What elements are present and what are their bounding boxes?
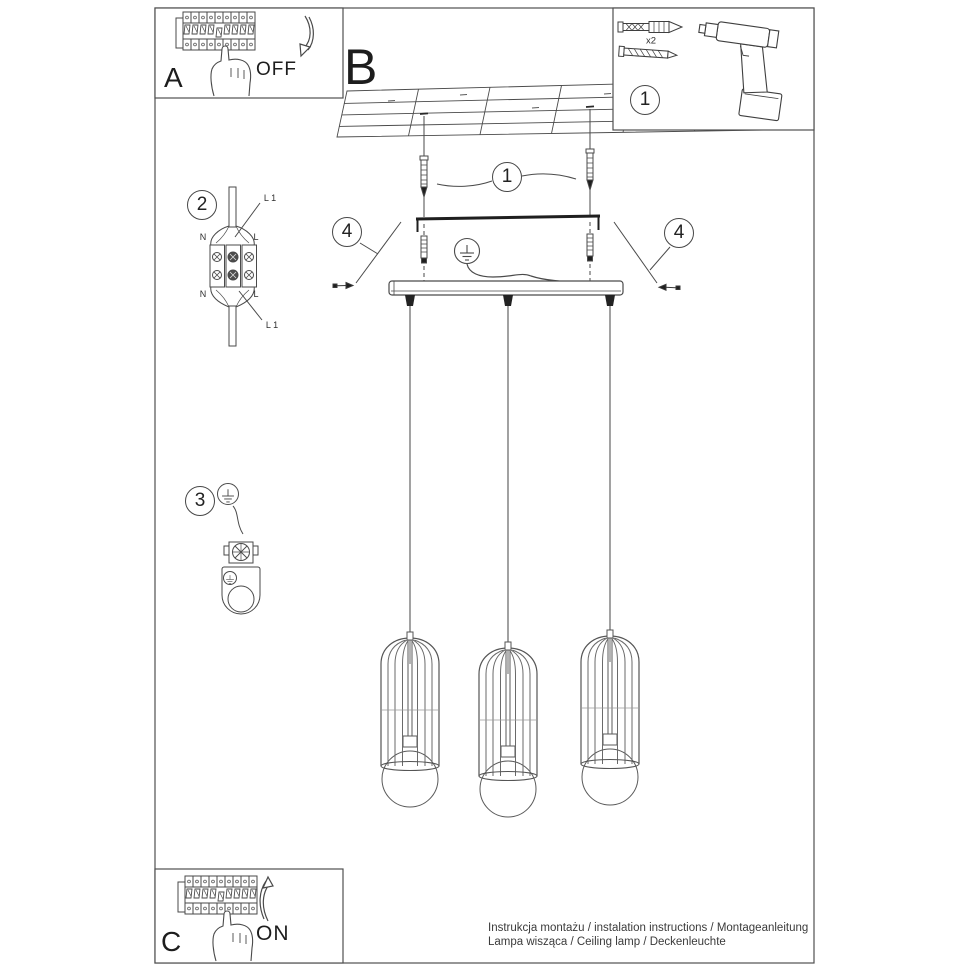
breaker-panel-icon [178, 876, 257, 914]
grounding-diagram [218, 484, 261, 615]
on-label: ON [256, 922, 290, 945]
wire-label-l-bottom: L [253, 289, 259, 299]
callout-bracket-4-left: 4 [332, 217, 362, 247]
callout-bracket-4-right: 4 [664, 218, 694, 248]
panel-b-label: B [344, 39, 378, 95]
wire-label-l-top: L [253, 232, 259, 242]
pendant-lamp-middle [479, 642, 537, 817]
cord-grips [405, 295, 615, 306]
quantity-label: x2 [645, 35, 657, 47]
mounting-bracket [416, 216, 600, 232]
ground-terminal-icon [455, 239, 567, 283]
footer-text [488, 921, 808, 949]
pendant-lamp-right [581, 630, 639, 805]
wall-plug-icon [618, 22, 682, 33]
footer-line-2: Lampa wisząca / Ceiling lamp / Deckenleuchte [488, 936, 726, 948]
canopy-bar [389, 281, 623, 295]
callout-ground-3: 3 [185, 486, 215, 516]
wiring-diagram [210, 187, 262, 346]
pendant-cords [410, 306, 610, 643]
callout-screws-1: 1 [492, 162, 522, 192]
alignment-lines [356, 222, 670, 283]
kit-callout-1: 1 [630, 85, 660, 115]
panel-a-label: A [164, 62, 183, 93]
footer-line-1: Instrukcja montażu / instalation instructions / Montageanleitung [488, 922, 809, 934]
panel-c-label: C [161, 926, 182, 957]
off-label: OFF [256, 59, 297, 80]
bracket-screws-dashed [421, 222, 593, 290]
wire-label-n-top: N [199, 232, 207, 242]
wire-label-l1-top: L 1 [263, 193, 277, 203]
callout-wiring-2: 2 [187, 190, 217, 220]
breaker-panel-icon [176, 12, 255, 50]
pendant-lamp-left [381, 632, 439, 807]
page-frame [155, 8, 814, 963]
wire-label-n-bottom: N [199, 289, 207, 299]
wire-label-l1-bottom: L 1 [265, 320, 279, 330]
